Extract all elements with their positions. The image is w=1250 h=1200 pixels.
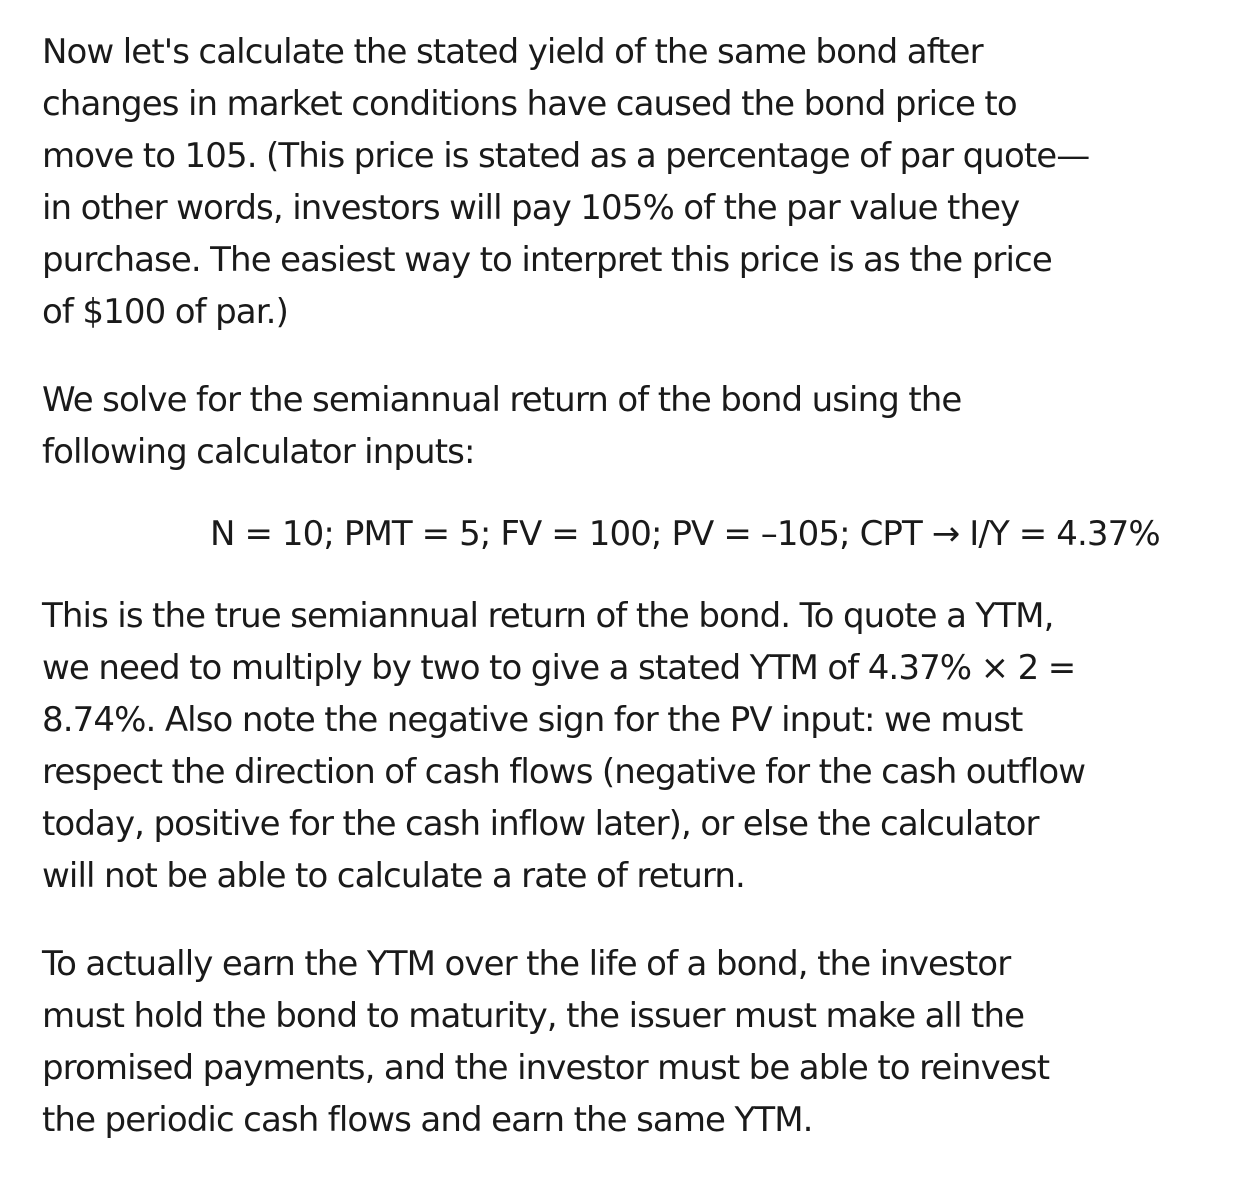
paragraph-calculator-intro	[42, 374, 1212, 478]
text-line: in other words, investors will pay 105% of the par value they	[42, 188, 1020, 228]
text-line: 8.74%. Also note the negative sign for the PV input: we must	[42, 700, 1023, 740]
text-line: Now let's calculate the stated yield of the same bond after	[42, 32, 983, 72]
paragraph-earning-ytm	[42, 938, 1212, 1146]
text-line: move to 105. (This price is stated as a percentage of par quote—	[42, 136, 1090, 176]
text-line: following calculator inputs:	[42, 432, 475, 472]
text-line: today, positive for the cash inflow later), or else the calculator	[42, 804, 1039, 844]
text-line: of $100 of par.)	[42, 292, 288, 332]
text-line: We solve for the semiannual return of the bond using the	[42, 380, 962, 420]
text-line: changes in market conditions have caused the bond price to	[42, 84, 1017, 124]
text-line: To actually earn the YTM over the life of a bond, the investor	[42, 944, 1011, 984]
text-line: will not be able to calculate a rate of return.	[42, 856, 745, 896]
calculator-formula: N = 10; PMT = 5; FV = 100; PV = –105; CPT → I/Y = 4.37%	[210, 514, 1160, 554]
text-line: the periodic cash flows and earn the same YTM.	[42, 1100, 813, 1140]
paragraph-stated-yield	[42, 26, 1212, 338]
text-line: promised payments, and the investor must be able to reinvest	[42, 1048, 1050, 1088]
text-line: we need to multiply by two to give a stated YTM of 4.37% × 2 =	[42, 648, 1076, 688]
text-line: must hold the bond to maturity, the issuer must make all the	[42, 996, 1025, 1036]
text-line: purchase. The easiest way to interpret this price is as the price	[42, 240, 1052, 280]
document-body	[42, 26, 1212, 1146]
paragraph-semiannual-return	[42, 590, 1212, 902]
text-line: respect the direction of cash flows (negative for the cash outflow	[42, 752, 1086, 792]
text-line: This is the true semiannual return of the bond. To quote a YTM,	[42, 596, 1054, 636]
